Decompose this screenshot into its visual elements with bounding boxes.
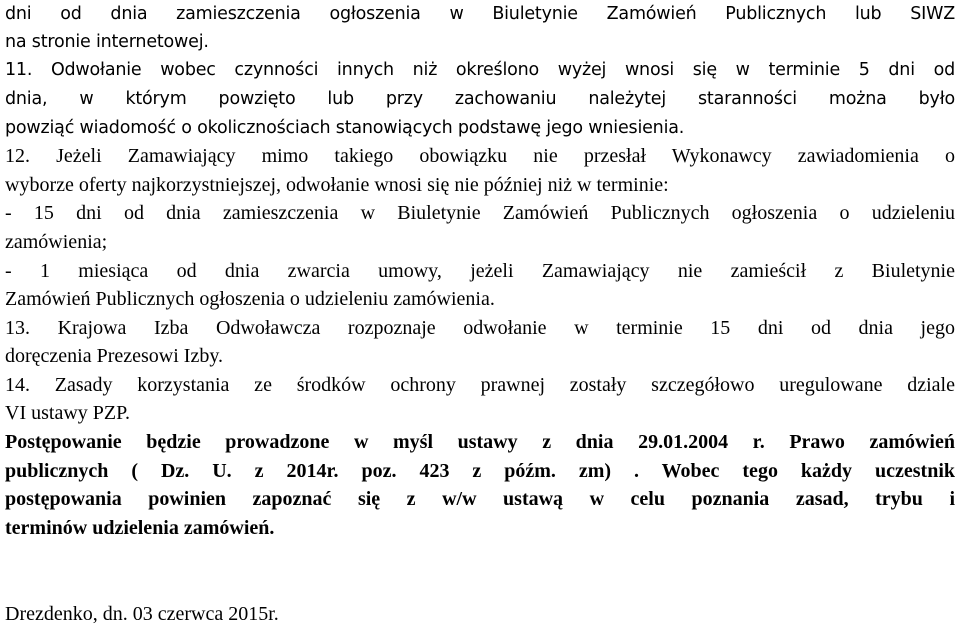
text-line: 11. Odwołanie wobec czynności innych niż określono wyżej wnosi się w terminie 5 dni od (5, 60, 955, 80)
text-line: wyborze oferty najkorzystniejszej, odwołanie wnosi się nie później niż w terminie: (5, 174, 669, 196)
text-line: Zamówień Publicznych ogłoszenia o udzieleniu zamówienia. (5, 288, 495, 310)
text-line: doręczenia Prezesowi Izby. (5, 345, 224, 367)
text-line: dnia, w którym powzięto lub przy zachowaniu należytej staranności można było (5, 89, 955, 109)
text-line: na stronie internetowej. (5, 32, 209, 52)
bold-text-line: publicznych ( Dz. U. z 2014r. poz. 423 z późm. zm) . Wobec tego każdy uczestnik (5, 460, 955, 482)
bold-text-line: Postępowanie będzie prowadzone w myśl ustawy z dnia 29.01.2004 r. Prawo zamówień (5, 431, 955, 453)
text-line: 14. Zasady korzystania ze środków ochrony prawnej zostały szczegółowo uregulowane dziale (5, 374, 955, 396)
text-line: zamówienia; (5, 231, 108, 253)
text-line: - 1 miesiąca od dnia zwarcia umowy, jeżeli Zamawiający nie zamieścił z Biuletynie (5, 260, 955, 282)
bold-text-line: terminów udzielenia zamówień. (5, 517, 275, 539)
text-line: 13. Krajowa Izba Odwoławcza rozpoznaje odwołanie w terminie 15 dni od dnia jego (5, 317, 955, 339)
text-line: 12. Jeżeli Zamawiający mimo takiego obowiązku nie przesłał Wykonawcy zawiadomienia o (5, 145, 955, 167)
text-line: dni od dnia zamieszczenia ogłoszenia w Biuletynie Zamówień Publicznych lub SIWZ (5, 4, 955, 24)
text-line: VI ustawy PZP. (5, 402, 131, 424)
text-line: - 15 dni od dnia zamieszczenia w Biuletynie Zamówień Publicznych ogłoszenia o udzieleniu (5, 202, 955, 224)
bold-text-line: postępowania powinien zapoznać się z w/w ustawą w celu poznania zasad, trybu i (5, 488, 955, 510)
text-line: powziąć wiadomość o okolicznościach stanowiących podstawę jego wniesienia. (5, 118, 685, 138)
signature-date: Drezdenko, dn. 03 czerwca 2015r. (5, 603, 279, 625)
